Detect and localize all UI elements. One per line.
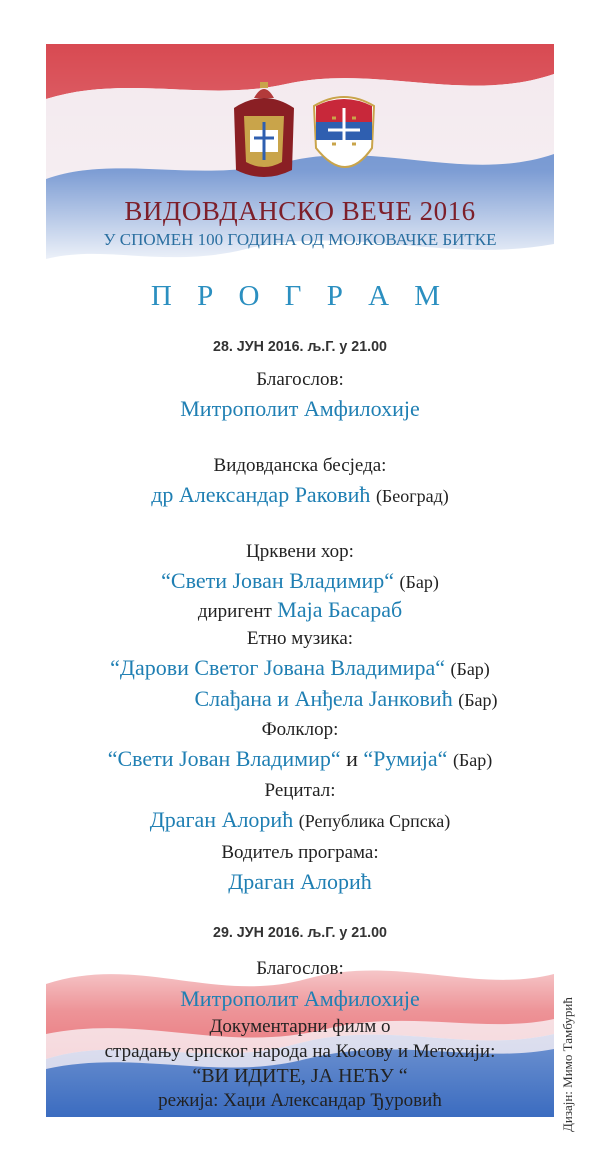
recital-place: (Република Српска): [298, 811, 451, 831]
film-line2: страдању српског народа на Косову и Метохији:: [104, 1041, 496, 1062]
folklore-place: (Бар): [452, 750, 493, 770]
day2-blessing-label: Благослов:: [256, 958, 344, 979]
folklore-line: [46, 746, 554, 772]
conductor-label: диригент: [197, 601, 272, 622]
day2-blessing-name: Митрополит Амфилохије: [180, 986, 420, 1011]
ethno-performers-line: [92, 686, 554, 712]
ethno-place: (Бар): [450, 659, 490, 679]
ethno-label: Етно музика:: [246, 628, 354, 649]
event-subtitle: У СПОМЕН 100 ГОДИНА ОД МОЈКОВАЧКЕ БИТКЕ: [103, 230, 497, 249]
emblems: [46, 78, 554, 198]
poster: [46, 44, 554, 1117]
program-heading: П Р О Г Р А М: [150, 280, 450, 312]
recital-label: Рецитал:: [264, 780, 336, 801]
choir-place: (Бар): [399, 572, 439, 592]
recital-line: [46, 807, 554, 833]
folklore-name1: “Свети Јован Владимир“: [107, 746, 341, 771]
folklore-name2: “Румија“: [363, 746, 448, 771]
ethno-line: [46, 655, 554, 681]
film-line1: Документарни филм о: [209, 1016, 391, 1037]
event-title: ВИДОВДАНСКО ВЕЧЕ 2016: [124, 196, 476, 226]
director: режија: Хаџи Александар Ђуровић: [158, 1090, 442, 1111]
day1-blessing-label: Благослов:: [256, 369, 344, 390]
serbian-shield-emblem-icon: [314, 97, 374, 167]
ethno-performers: Слађана и Анђела Јанковић: [194, 686, 453, 711]
host-name: Драган Алорић: [228, 869, 372, 894]
conductor-name: Маја Басараб: [277, 597, 403, 622]
choir-label: Црквени хор:: [246, 541, 354, 562]
sermon-place: (Београд): [375, 486, 449, 506]
day2-date: 29. ЈУН 2016. љ.Г. у 21.00: [213, 924, 387, 941]
choir-line: [46, 568, 554, 594]
church-coat-of-arms-icon: [234, 82, 294, 177]
film-title: “ВИ ИДИТЕ, ЈА НЕЋУ “: [192, 1065, 408, 1087]
sermon-line: [46, 482, 554, 508]
sermon-label: Видовданска бесједа:: [213, 455, 387, 476]
sermon-name: др Александар Раковић: [151, 482, 371, 507]
design-credit: Дизајн: Мимо Тамбурић: [560, 997, 575, 1132]
choir-name: “Свети Јован Владимир“: [161, 568, 395, 593]
folklore-and: и: [346, 746, 358, 771]
conductor-line: [46, 597, 554, 623]
folklore-label: Фолклор:: [261, 719, 339, 740]
day1-blessing-name: Митрополит Амфилохије: [180, 396, 420, 421]
recital-name: Драган Алорић: [149, 807, 294, 832]
ethno-performers-place: (Бар): [458, 690, 498, 710]
ethno-name: “Дарови Светог Јована Владимира“: [110, 655, 445, 680]
host-label: Водитељ програма:: [221, 842, 379, 863]
day1-date: 28. ЈУН 2016. љ.Г. у 21.00: [213, 338, 387, 355]
